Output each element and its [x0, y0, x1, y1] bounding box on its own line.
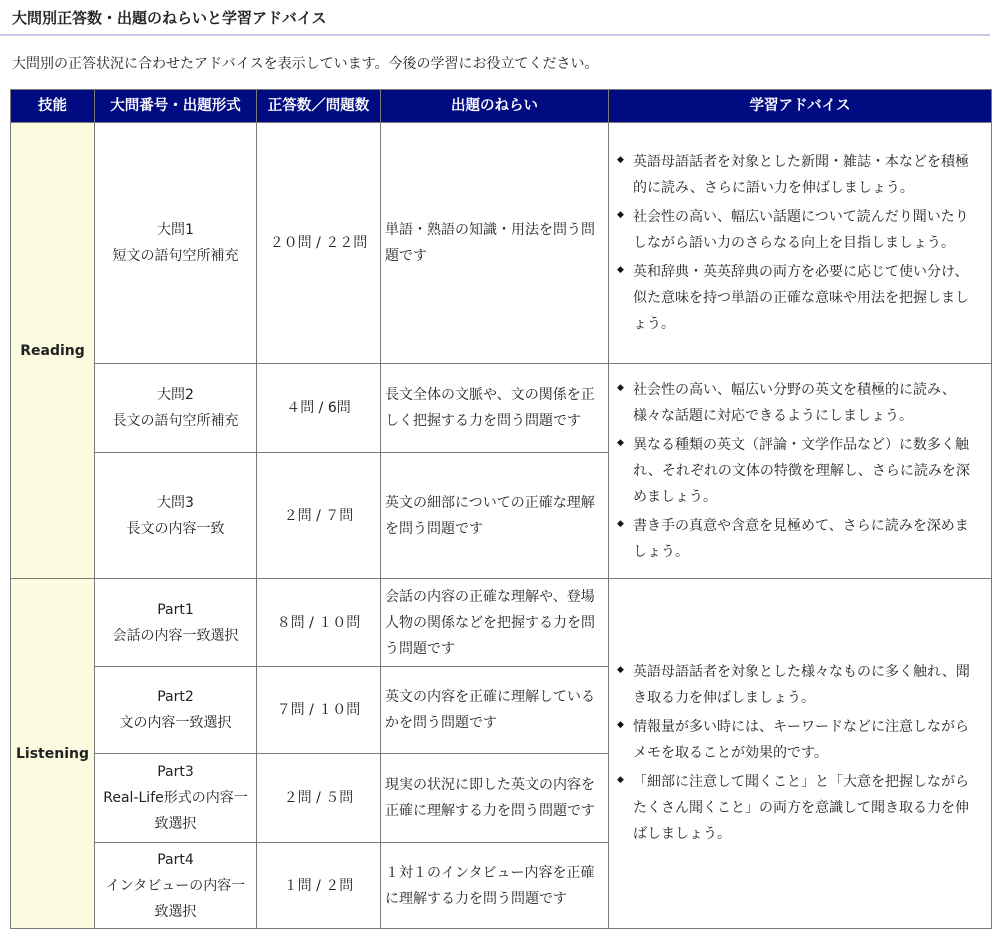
section-format: Real-Life形式の内容一致選択 [103, 790, 248, 832]
aim-cell: 単語・熟語の知識・用法を問う問題です [381, 123, 609, 364]
header-row [11, 90, 992, 123]
section-cell [95, 364, 257, 453]
section-format: 会話の内容一致選択 [112, 627, 239, 644]
section-number: 大問2 [157, 387, 194, 403]
advice-cell [609, 123, 992, 364]
results-table [10, 89, 992, 929]
skill-listening: Listening [11, 579, 95, 929]
table-row [11, 123, 992, 364]
header-score: 正答数／問題数 [257, 90, 381, 123]
advice-item: ◆ 書き手の真意や含意を見極めて、さらに読みを深めましょう。 [617, 513, 981, 565]
score-cell: １問 / ２問 [257, 843, 381, 929]
header-aim: 出題のねらい [381, 90, 609, 123]
advice-item: ◆ 「細部に注意して聞くこと」と「大意を把握しながらたくさん聞くこと」の両方を意識して聞き取る力を伸ばしましょう。 [617, 769, 981, 847]
advice-cell [609, 364, 992, 579]
section-number: Part4 [157, 851, 194, 868]
score-cell: ８問 / １０問 [257, 579, 381, 667]
section-number: 大問1 [157, 222, 194, 238]
section-number: Part2 [157, 689, 194, 705]
aim-cell: １対１のインタビュー内容を正確に理解する力を問う問題です [381, 843, 609, 929]
intro-text: 大問別の正答状況に合わせたアドバイスを表示しています。今後の学習にお役立てください。 [12, 56, 599, 72]
section-cell [95, 453, 257, 579]
section-cell [95, 843, 257, 929]
advice-item: ◆ 社会性の高い、幅広い分野の英文を積極的に読み、様々な話題に対応できるようにしましょう。 [617, 377, 981, 429]
section-format: 短文の語句空所補充 [112, 248, 239, 264]
section-number: Part1 [157, 601, 194, 618]
advice-list [617, 377, 981, 565]
advice-item: ◆ 異なる種類の英文（評論・文学作品など）に数多く触れ、それぞれの文体の特徴を理解し、さらに読みを深めましょう。 [617, 432, 981, 510]
section-number: 大問3 [157, 494, 194, 511]
header-section: 大問番号・出題形式 [95, 90, 257, 123]
advice-item: ◆ 英語母語話者を対象とした新聞・雑誌・本などを積極的に読み、さらに語い力を伸ばしましょう。 [617, 149, 981, 201]
section-cell [95, 123, 257, 364]
aim-cell: 現実の状況に即した英文の内容を正確に理解する力を問う問題です [381, 754, 609, 843]
section-title: 大問別正答数・出題のねらいと学習アドバイス [0, 0, 990, 36]
score-cell: ７問 / １０問 [257, 667, 381, 754]
section-cell [95, 667, 257, 754]
score-cell: ２問 / ５問 [257, 754, 381, 843]
section-cell [95, 579, 257, 667]
score-cell: ４問 / 6問 [257, 364, 381, 453]
skill-reading: Reading [11, 123, 95, 579]
aim-cell: 英文の細部についての正確な理解を問う問題です [381, 453, 609, 579]
table-row [11, 364, 992, 453]
score-cell: ２０問 / ２２問 [257, 123, 381, 364]
advice-item: ◆ 英語母語話者を対象とした様々なものに多く触れ、聞き取る力を伸ばしましょう。 [617, 659, 981, 711]
section-format: 長文の語句空所補充 [112, 413, 239, 429]
aim-cell: 長文全体の文脈や、文の関係を正しく把握する力を問う問題です [381, 364, 609, 453]
advice-item: ◆ 情報量が多い時には、キーワードなどに注意しながらメモを取ることが効果的です。 [617, 714, 981, 766]
score-cell: ２問 / ７問 [257, 453, 381, 579]
advice-item: ◆ 英和辞典・英英辞典の両方を必要に応じて使い分け、似た意味を持つ単語の正確な意味や用法を把握しましょう。 [617, 259, 981, 337]
section-cell [95, 754, 257, 843]
aim-cell: 会話の内容の正確な理解や、登場人物の関係などを把握する力を問う問題です [381, 579, 609, 667]
header-advice: 学習アドバイス [609, 90, 992, 123]
advice-list [617, 149, 981, 337]
section-number: Part3 [157, 764, 194, 780]
aim-cell: 英文の内容を正確に理解しているかを問う問題です [381, 667, 609, 754]
advice-list [617, 659, 981, 847]
table-row [11, 579, 992, 667]
advice-item: ◆ 社会性の高い、幅広い話題について読んだり聞いたりしながら語い力のさらなる向上を目指しましょう。 [617, 204, 981, 256]
section-format: インタビューの内容一致選択 [105, 877, 246, 920]
section-format: 文の内容一致選択 [119, 715, 232, 731]
advice-cell [609, 579, 992, 929]
section-format: 長文の内容一致 [126, 520, 225, 537]
header-skill: 技能 [11, 90, 95, 123]
